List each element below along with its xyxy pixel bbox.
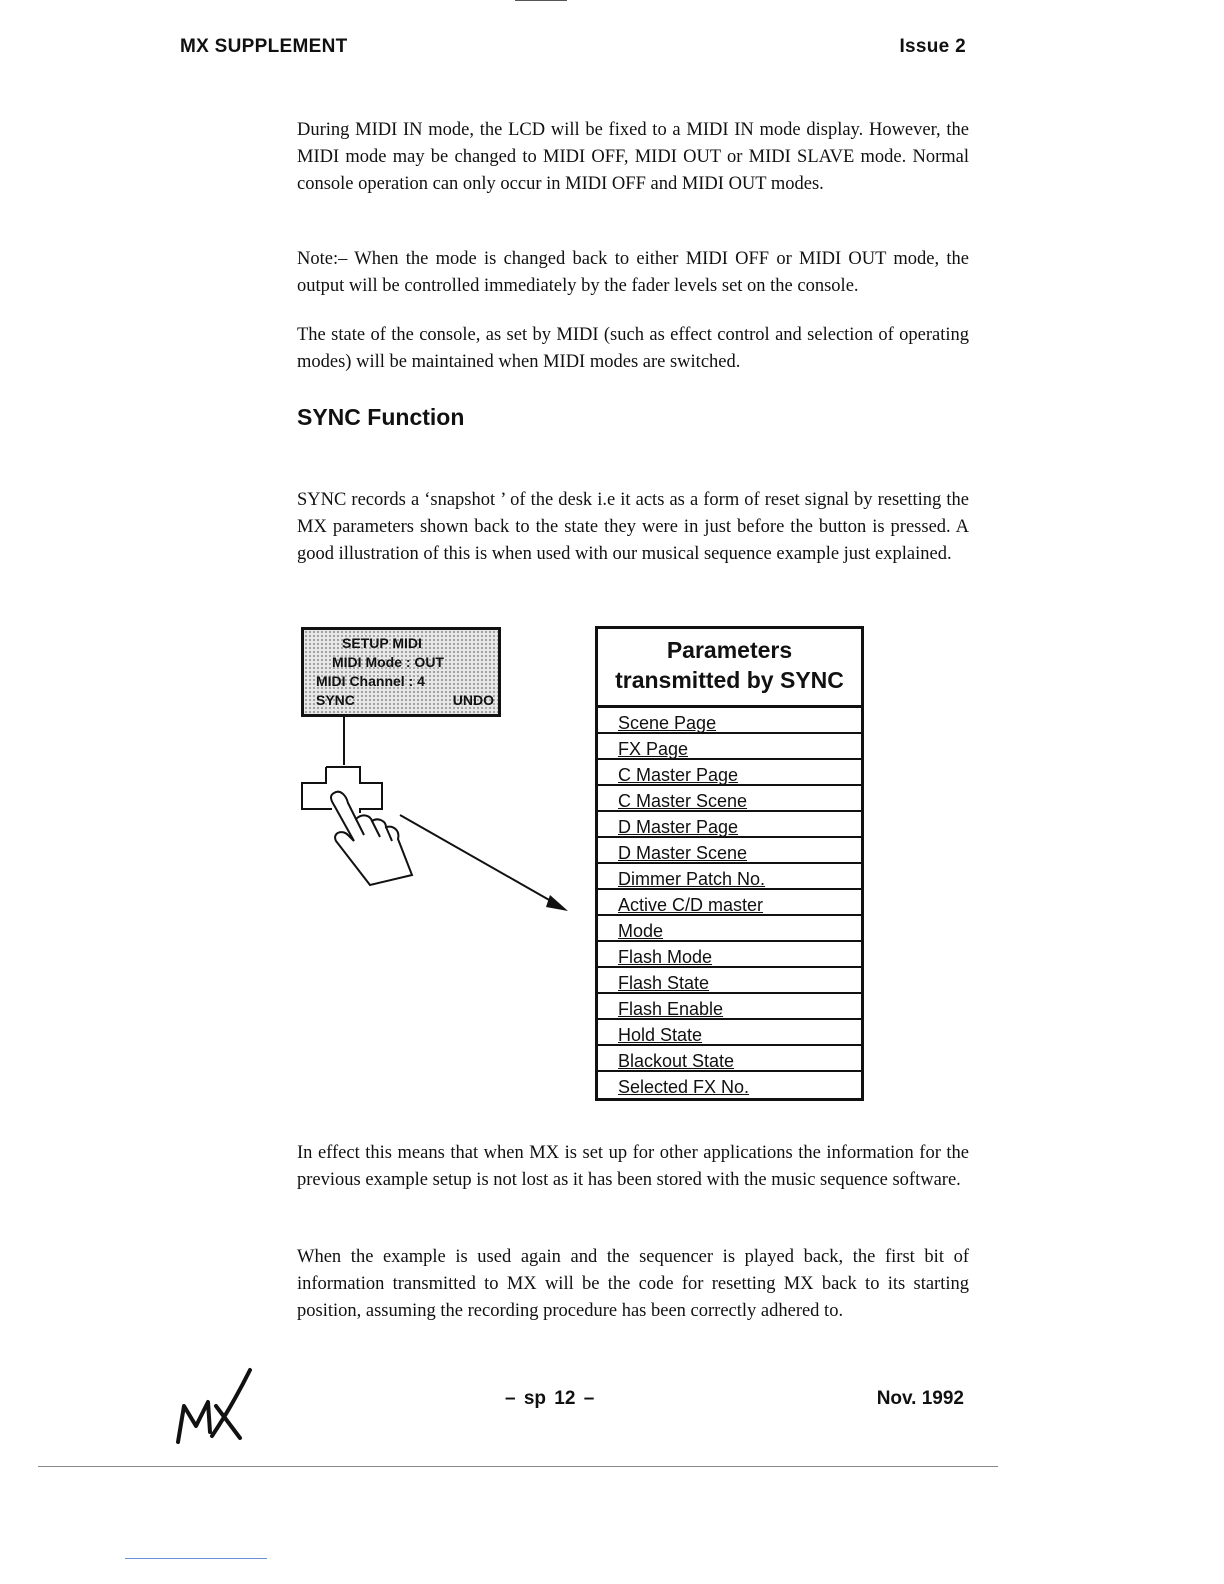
table-row: C Master Page — [598, 760, 861, 786]
lcd-line-setup: SETUP MIDI — [342, 635, 422, 651]
paragraph-note: Note:– When the mode is changed back to either MIDI OFF or MIDI OUT mode, the output will be controlled immediately by the fader levels set on the console. — [297, 249, 969, 296]
table-row: C Master Scene — [598, 786, 861, 812]
lcd-sync-key: SYNC — [316, 692, 355, 708]
table-row: Flash Enable — [598, 994, 861, 1020]
parameters-table-title: Parameters transmitted by SYNC — [598, 629, 861, 708]
section-heading: SYNC Function — [297, 404, 465, 430]
table-row: Scene Page — [598, 708, 861, 734]
paragraph-example-again: When the example is used again and the sequencer is played back, the first bit of information transmitted to MX will be the code for resetting MX back to its starting position, assuming the recording procedure has been correctly adhered to. — [297, 1247, 969, 1321]
button-outline — [302, 767, 382, 813]
mx-handwritten-logo — [170, 1362, 260, 1447]
lcd-display — [301, 627, 501, 717]
paragraph-console-state: The state of the console, as set by MIDI (such as effect control and selection of operating modes) will be maintained when MIDI modes are switched. — [297, 325, 969, 372]
arrow-icon — [400, 815, 568, 911]
page-number: – sp 12 – — [505, 1388, 595, 1409]
parameters-table — [595, 626, 864, 1101]
table-row: Active C/D master — [598, 890, 861, 916]
scan-artifact — [38, 1466, 998, 1467]
paragraph-sync-description: SYNC records a ‘snapshot ’ of the desk i.e it acts as a form of reset signal by resetting the MX parameters shown back to the state they were in just before the button is pressed. A good illustration of this is when used with our musical sequence example just explained. — [297, 490, 969, 564]
paragraph-midi-in-mode: During MIDI IN mode, the LCD will be fixed to a MIDI IN mode display. However, the MIDI mode may be changed to MIDI OFF, MIDI OUT or MIDI SLAVE mode. Normal console operation can only occur in MIDI OFF and MIDI OUT modes. — [297, 120, 969, 194]
table-row: D Master Scene — [598, 838, 861, 864]
lcd-line-midi-mode: MIDI Mode : OUT — [332, 654, 444, 670]
table-row: Dimmer Patch No. — [598, 864, 861, 890]
table-row: Flash Mode — [598, 942, 861, 968]
footer-date: Nov. 1992 — [876, 1388, 964, 1409]
paragraph-in-effect: In effect this means that when MX is set up for other applications the information for the previous example setup is not lost as it has been stored with the music sequence software. — [297, 1143, 969, 1190]
lcd-line-midi-channel: MIDI Channel : 4 — [316, 673, 425, 689]
table-row: Selected FX No. — [618, 1077, 750, 1097]
document-title: MX SUPPLEMENT — [180, 36, 348, 57]
table-row: Blackout State — [598, 1046, 861, 1072]
table-row: Hold State — [598, 1020, 861, 1046]
table-row: Flash State — [598, 968, 861, 994]
scan-artifact — [125, 1558, 267, 1559]
table-row: D Master Page — [598, 812, 861, 838]
lcd-undo-key: UNDO — [452, 692, 494, 708]
lcd-softkeys — [304, 691, 494, 710]
sync-diagram — [290, 715, 580, 920]
hand-pressing-button-icon — [331, 792, 412, 885]
issue-label: Issue 2 — [899, 36, 966, 57]
table-row: FX Page — [598, 734, 861, 760]
table-row: Mode — [598, 916, 861, 942]
scan-artifact — [515, 0, 567, 1]
